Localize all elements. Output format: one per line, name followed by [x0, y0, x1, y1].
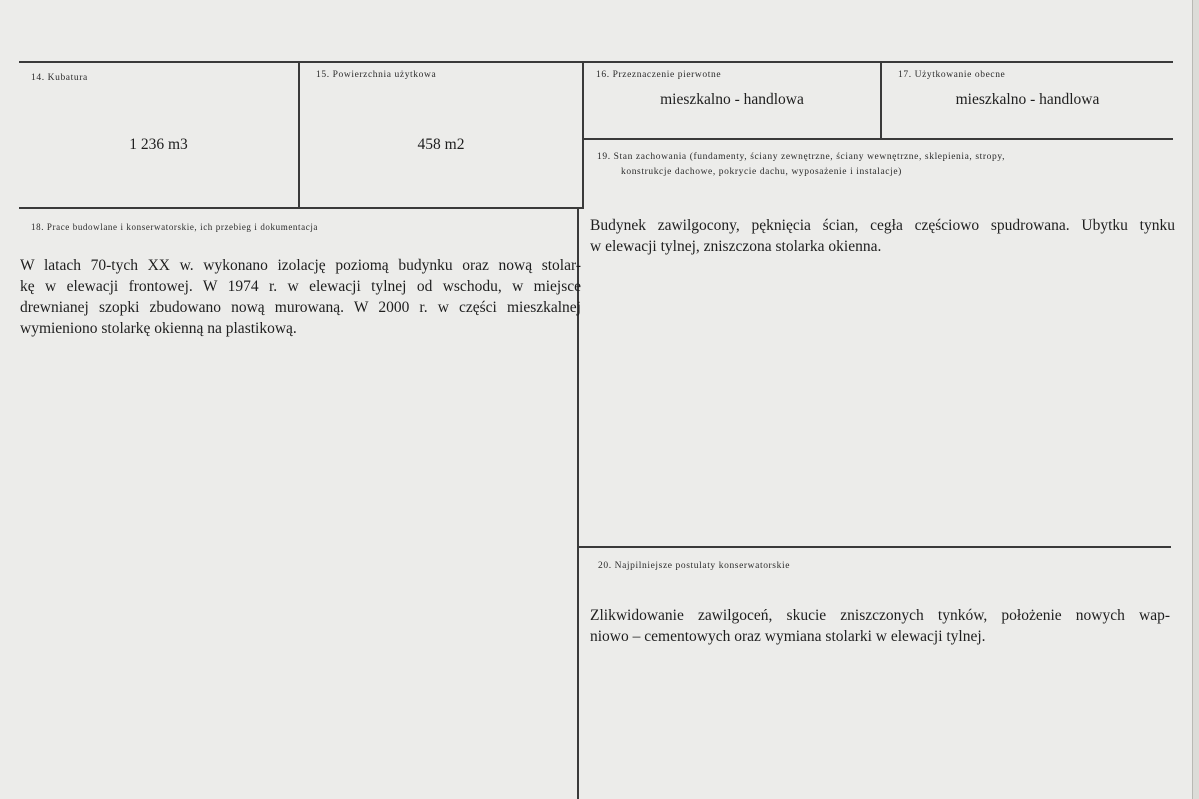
- field-18-label: 18. Prace budowlane i konserwatorskie, ich przebieg i dokumentacja: [31, 222, 319, 232]
- text-line: kę w elewacji frontowej. W 1974 r. w elewacji tylnej od wschodu, w miejsce: [20, 278, 581, 295]
- field-20-text: [590, 605, 1170, 647]
- field-19-label: [597, 150, 1167, 180]
- field-14-label: 14. Kubatura: [31, 73, 88, 83]
- field-16-value: mieszkalno - handlowa: [660, 91, 804, 108]
- rule-row1-right: [582, 138, 1173, 140]
- field-16-label: 16. Przeznaczenie pierwotne: [596, 70, 722, 80]
- field-19-label-line: konstrukcje dachowe, pokrycie dachu, wyposażenie i instalacje): [621, 167, 902, 177]
- top-rule: [19, 61, 1173, 63]
- text-line: Budynek zawilgocony, pęknięcia ścian, cegła częściowo spudrowana. Ubytku tynku: [590, 217, 1175, 234]
- text-line: wymieniono stolarkę okienną na plastikową.: [20, 320, 297, 337]
- field-17-value: mieszkalno - handlowa: [955, 91, 1100, 108]
- divider-14-15: [298, 61, 300, 209]
- text-line: drewnianej szopki zbudowano nową murowaną. W 2000 r. w części mieszkalnej: [20, 299, 581, 316]
- text-line: Zlikwidowanie zawilgoceń, skucie zniszczonych tynków, położenie nowych wap-: [590, 607, 1170, 624]
- text-line: w elewacji tylnej, zniszczona stolarka okienna.: [590, 238, 882, 255]
- field-19-text: [590, 215, 1175, 257]
- rule-row3-right: [579, 546, 1171, 548]
- field-15-value: 458 m2: [417, 136, 465, 153]
- field-17-label: 17. Użytkowanie obecne: [898, 70, 1006, 80]
- text-line: niowo – cementowych oraz wymiana stolarki w elewacji tylnej.: [590, 628, 986, 645]
- divider-main: [582, 61, 584, 209]
- field-19-label-line: 19. Stan zachowania (fundamenty, ściany zewnętrzne, ściany wewnętrzne, sklepienia, stropy,: [597, 152, 1006, 162]
- sheet-edge: [1192, 0, 1199, 799]
- field-18-text: [20, 255, 581, 339]
- text-line: W latach 70-tych XX w. wykonano izolację poziomą budynku oraz nową stolar-: [20, 257, 581, 274]
- rule-row2-left: [19, 207, 582, 209]
- field-15-label: 15. Powierzchnia użytkowa: [316, 70, 437, 80]
- field-20-label: 20. Najpilniejsze postulaty konserwatorskie: [598, 561, 791, 571]
- field-14-value: 1 236 m3: [129, 136, 188, 153]
